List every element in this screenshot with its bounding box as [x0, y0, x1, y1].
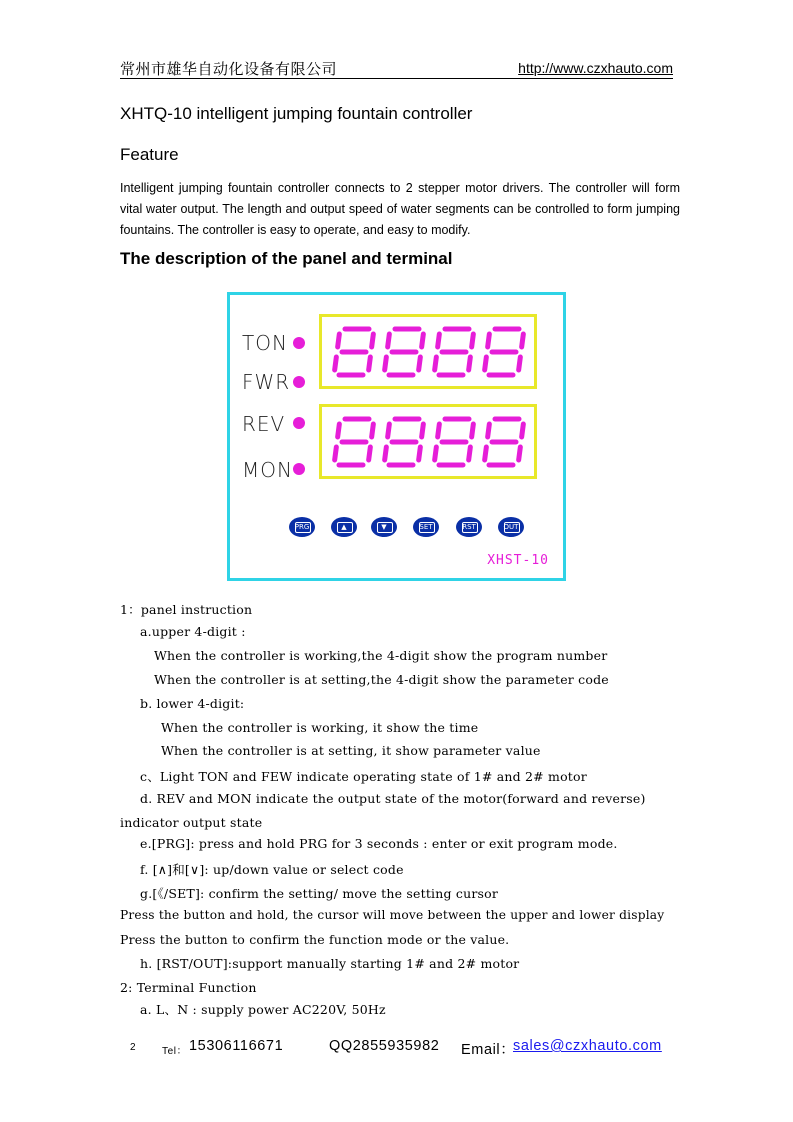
up-button-label: ▲: [341, 523, 347, 531]
upper-display: [319, 314, 537, 389]
model-label: XHST-10: [487, 553, 549, 568]
digit-segment: [438, 424, 440, 437]
lower-display: [319, 404, 537, 479]
led-rev: [293, 417, 305, 429]
instruction-line: When the controller is at setting,the 4-digit show the parameter code: [154, 672, 609, 687]
digit-segment: [372, 424, 374, 437]
rst-button[interactable]: [456, 517, 482, 537]
digit-segment: [338, 424, 340, 437]
indicator-label-mon: MON: [242, 458, 293, 482]
email-label: Email：: [461, 1042, 516, 1058]
tel-number: 15306116671: [189, 1038, 284, 1054]
digit-segment: [522, 334, 524, 347]
instruction-line: h. [RST/OUT]:support manually starting 1# and 2# motor: [140, 956, 520, 971]
led-ton: [293, 337, 305, 349]
digit-segment: [388, 334, 390, 347]
digit-segment: [335, 357, 337, 370]
digit-segment: [388, 424, 390, 437]
document-title: XHTQ-10 intelligent jumping fountain controller: [120, 104, 473, 123]
instruction-line: d. REV and MON indicate the output state of the motor(forward and reverse): [140, 791, 646, 806]
out-button[interactable]: [498, 517, 524, 537]
feature-heading: Feature: [120, 145, 179, 164]
instruction-line: a.upper 4-digit :: [140, 624, 246, 639]
indicator-label-rev: REV: [242, 412, 286, 436]
digit-segment: [485, 447, 487, 460]
instruction-line: b. lower 4-digit:: [140, 696, 245, 711]
instruction-line: 1：panel instruction: [120, 602, 253, 617]
digit-segment: [469, 447, 471, 460]
digit-segment: [485, 357, 487, 370]
controller-panel-figure: [227, 292, 566, 581]
prg-button-label: PRG: [294, 523, 310, 531]
indicator-label-ton: TON: [242, 331, 288, 355]
panel-section-heading: The description of the panel and terminal: [120, 249, 453, 268]
digit-segment: [419, 357, 421, 370]
instruction-line: e.[PRG]: press and hold PRG for 3 seconds : enter or exit program mode.: [140, 836, 618, 851]
page-number: 2: [130, 1042, 137, 1053]
digit-segment: [488, 424, 490, 437]
instruction-line: Press the button and hold, the cursor will move between the upper and lower display: [120, 908, 665, 922]
website-link[interactable]: http://www.czxhauto.com: [518, 60, 673, 76]
digit-segment: [519, 357, 521, 370]
page-header: [120, 58, 673, 79]
indicator-label-fwr: FWR: [242, 370, 291, 394]
instruction-line: c、Light TON and FEW indicate operating state of 1# and 2# motor: [140, 769, 587, 784]
digit-segment: [369, 357, 371, 370]
instruction-line: Press the button to confirm the function mode or the value.: [120, 932, 510, 947]
instruction-line: When the controller is working,the 4-digit show the program number: [154, 648, 608, 663]
instruction-line: a. L、N : supply power AC220V, 50Hz: [140, 1002, 386, 1017]
digit-segment: [385, 447, 387, 460]
down-button[interactable]: [371, 517, 397, 537]
digit-segment: [335, 447, 337, 460]
digit-segment: [385, 357, 387, 370]
instruction-line: f. [∧]和[∨]: up/down value or select code: [140, 862, 404, 877]
down-button-label: ▼: [381, 523, 387, 531]
email-link[interactable]: sales@czxhauto.com: [513, 1038, 662, 1054]
digit-segment: [472, 424, 474, 437]
out-button-label: OUT: [503, 523, 519, 531]
digit-segment: [438, 334, 440, 347]
digit-segment: [369, 447, 371, 460]
tel-label: Tel：: [162, 1046, 188, 1057]
digit-segment: [519, 447, 521, 460]
prg-button[interactable]: [289, 517, 315, 537]
upper-display-digits: [322, 317, 534, 386]
led-mon: [293, 463, 305, 475]
company-name: 常州市雄华自动化设备有限公司: [120, 60, 338, 78]
instruction-line: g.[《/SET]: confirm the setting/ move the setting cursor: [140, 886, 499, 901]
digit-segment: [422, 334, 424, 347]
digit-segment: [372, 334, 374, 347]
digit-segment: [488, 334, 490, 347]
instruction-line: indicator output state: [120, 815, 263, 830]
digit-segment: [422, 424, 424, 437]
lower-display-digits: [322, 407, 534, 476]
rst-button-label: RST: [462, 523, 476, 531]
led-fwr: [293, 376, 305, 388]
digit-segment: [338, 334, 340, 347]
set-button-label: SET: [419, 523, 433, 531]
instruction-line: When the controller is working, it show the time: [161, 720, 479, 735]
qq-number: QQ2855935982: [329, 1038, 440, 1054]
digit-segment: [469, 357, 471, 370]
set-button[interactable]: [413, 517, 439, 537]
instruction-line: 2: Terminal Function: [120, 980, 257, 995]
digit-segment: [435, 447, 437, 460]
digit-segment: [522, 424, 524, 437]
digit-segment: [419, 447, 421, 460]
up-button[interactable]: [331, 517, 357, 537]
feature-paragraph: Intelligent jumping fountain controller connects to 2 stepper motor drivers. The controller will form vital water output. The length and output speed of water segments can be controlled to form jumping fountains. The controller is easy to operate, and easy to modify.: [120, 181, 680, 237]
email-link-wrap: [513, 1038, 662, 1054]
digit-segment: [435, 357, 437, 370]
digit-segment: [472, 334, 474, 347]
instruction-line: When the controller is at setting, it show parameter value: [161, 743, 541, 758]
